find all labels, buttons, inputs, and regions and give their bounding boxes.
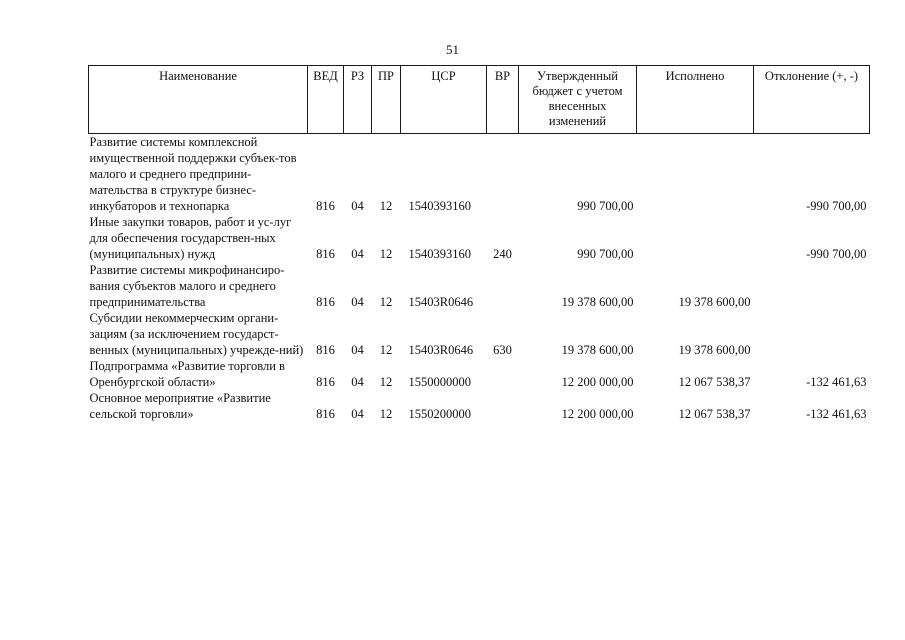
row-deviation: -132 461,63 (806, 375, 867, 389)
row-pr: 12 (379, 407, 393, 421)
row-pr: 12 (379, 199, 393, 213)
header-pr: ПР (372, 66, 401, 134)
budget-execution-table (88, 65, 870, 422)
row-rz: 04 (351, 247, 364, 261)
row-deviation: -990 700,00 (806, 199, 867, 213)
row-vr (487, 358, 519, 390)
row-executed (637, 134, 754, 215)
table-row (89, 310, 870, 358)
row-approved: 990 700,00 (577, 199, 634, 213)
row-executed: 19 378 600,00 (678, 295, 751, 309)
row-csr: 1550200000 (408, 407, 471, 421)
row-approved: 12 200 000,00 (561, 407, 634, 421)
row-approved: 12 200 000,00 (561, 375, 634, 389)
row-rz: 04 (351, 199, 364, 213)
row-csr: 1540393160 (408, 247, 471, 261)
row-name: Основное мероприятие «Развитие сельской торговли» (89, 391, 271, 421)
row-name: Подпрограмма «Развитие торговли в Оренбургской области» (89, 359, 285, 389)
row-pr: 12 (379, 247, 393, 261)
row-pr: 12 (379, 343, 393, 357)
row-vr: 630 (493, 343, 512, 357)
row-vr (487, 134, 519, 215)
row-ved: 816 (316, 343, 335, 357)
table-row (89, 214, 870, 262)
table-row (89, 390, 870, 422)
row-rz: 04 (351, 343, 364, 357)
header-vr: ВР (487, 66, 519, 134)
table-body (89, 134, 870, 423)
row-executed: 12 067 538,37 (678, 375, 751, 389)
row-name: Иные закупки товаров, работ и ус-луг для обеспечения государствен-ных (муниципальных) нужд (89, 215, 292, 261)
row-ved: 816 (316, 247, 335, 261)
row-csr: 1550000000 (408, 375, 471, 389)
header-executed: Исполнено (637, 66, 754, 134)
header-ved: ВЕД (308, 66, 344, 134)
row-csr: 15403R0646 (408, 295, 474, 309)
row-ved: 816 (316, 375, 335, 389)
table-row (89, 358, 870, 390)
row-name: Субсидии некоммерческим органи-зациям (за исключением государст-венных (муниципальных) учрежде-ний) (89, 311, 304, 357)
row-vr (487, 262, 519, 310)
row-rz: 04 (351, 407, 364, 421)
row-executed (637, 214, 754, 262)
row-name: Развитие системы комплексной имущественной поддержки субъек-тов малого и среднего предприни-мательства в структуре бизнес-инкубаторов и технопарка (89, 135, 297, 213)
row-rz: 04 (351, 375, 364, 389)
header-deviation: Отклонение (+, -) (754, 66, 870, 134)
row-approved: 990 700,00 (577, 247, 634, 261)
row-vr: 240 (493, 247, 512, 261)
header-csr: ЦСР (401, 66, 487, 134)
table-row (89, 134, 870, 215)
page-number: 51 (446, 42, 459, 57)
table-header (89, 66, 870, 134)
row-vr (487, 390, 519, 422)
row-name: Развитие системы микрофинансиро-вания субъектов малого и среднего предпринимательства (89, 263, 285, 309)
row-pr: 12 (379, 375, 393, 389)
row-deviation (754, 262, 870, 310)
row-pr: 12 (379, 295, 393, 309)
table-row (89, 262, 870, 310)
row-executed: 12 067 538,37 (678, 407, 751, 421)
row-ved: 816 (316, 295, 335, 309)
row-rz: 04 (351, 295, 364, 309)
row-csr: 15403R0646 (408, 343, 474, 357)
header-name: Наименование (89, 66, 308, 134)
row-approved: 19 378 600,00 (561, 295, 634, 309)
row-executed: 19 378 600,00 (678, 343, 751, 357)
header-rz: РЗ (344, 66, 372, 134)
row-csr: 1540393160 (408, 199, 471, 213)
row-ved: 816 (316, 199, 335, 213)
row-deviation: -132 461,63 (806, 407, 867, 421)
row-deviation: -990 700,00 (806, 247, 867, 261)
header-approved-budget: Утвержденный бюджет с учетом внесенных изменений (519, 66, 637, 134)
row-deviation (754, 310, 870, 358)
row-ved: 816 (316, 407, 335, 421)
row-approved: 19 378 600,00 (561, 343, 634, 357)
